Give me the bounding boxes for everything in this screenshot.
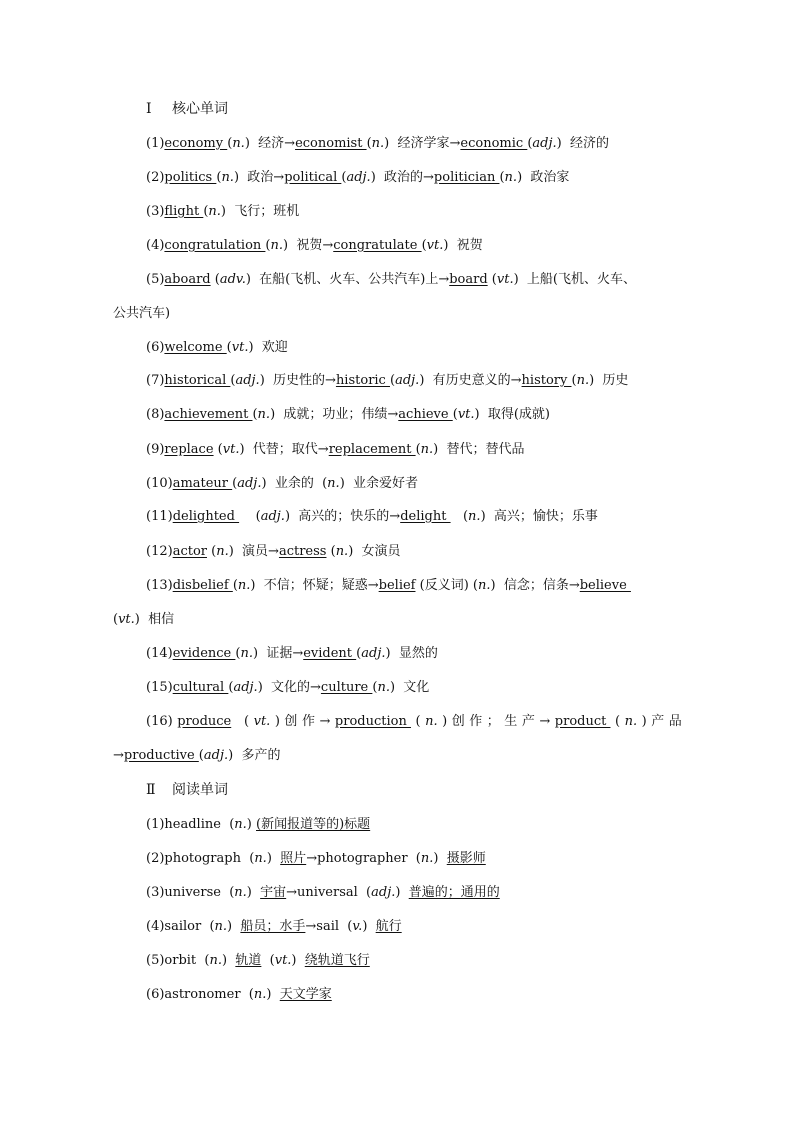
vocab-entry bbox=[146, 917, 682, 937]
vocab-entry bbox=[146, 168, 682, 188]
vocab-word: (新闻报道等的)标题 bbox=[256, 817, 371, 832]
section-title: 核心单词 bbox=[172, 101, 228, 117]
vocab-word: amateur bbox=[172, 476, 233, 491]
vocab-word: evident bbox=[303, 646, 357, 661]
entry-text: 创 bbox=[284, 714, 298, 729]
part-of-speech: n. bbox=[576, 373, 590, 388]
entry-text: ( bbox=[372, 680, 378, 695]
entry-text: 作 bbox=[469, 714, 483, 729]
entry-text: (10) bbox=[146, 476, 173, 491]
part-of-speech: n. bbox=[253, 987, 267, 1002]
entry-text: ( bbox=[487, 272, 497, 287]
vocab-word: 照片 bbox=[280, 851, 307, 866]
part-of-speech: vt. bbox=[231, 340, 249, 355]
vocab-word: achievement bbox=[164, 407, 253, 422]
part-of-speech: n. bbox=[468, 509, 481, 524]
vocab-word: welcome bbox=[164, 340, 227, 355]
entry-text: ( bbox=[366, 136, 372, 151]
vocab-entry bbox=[146, 644, 682, 664]
entry-text: (反义词) ( bbox=[415, 578, 478, 593]
vocab-word: 绕轨道飞行 bbox=[304, 953, 370, 968]
part-of-speech: adj. bbox=[203, 748, 229, 763]
entry-text: (2) bbox=[146, 170, 165, 185]
entry-text: ) 经济的 bbox=[556, 136, 609, 151]
entry-text: ) 历史性的→ bbox=[259, 373, 336, 388]
part-of-speech: vt. bbox=[426, 238, 444, 253]
vocab-word: political bbox=[284, 170, 342, 185]
entry-text: ) bbox=[291, 953, 305, 968]
entry-text: → bbox=[113, 748, 124, 763]
vocab-word: 船员；水手 bbox=[240, 919, 306, 934]
entry-text: ( bbox=[499, 170, 505, 185]
vocab-entry bbox=[146, 405, 682, 425]
part-of-speech: n. bbox=[420, 851, 434, 866]
entry-text: ) bbox=[274, 714, 280, 729]
vocab-entry bbox=[146, 371, 682, 391]
part-of-speech: n. bbox=[477, 578, 491, 593]
entry-text: (9) bbox=[146, 442, 165, 457]
entry-text: (3) bbox=[146, 204, 165, 219]
vocab-word: 轨道 bbox=[235, 953, 262, 968]
entry-text: (12) bbox=[146, 544, 173, 559]
part-of-speech: v. bbox=[352, 919, 363, 934]
entry-text: 作 bbox=[301, 714, 315, 729]
part-of-speech: n. bbox=[208, 204, 221, 219]
part-of-speech: adj. bbox=[371, 885, 396, 900]
vocab-entry bbox=[146, 576, 682, 596]
entry-text: ( bbox=[232, 578, 238, 593]
entry-text: ( bbox=[228, 680, 234, 695]
vocab-word: cultural bbox=[172, 680, 229, 695]
part-of-speech: n. bbox=[327, 476, 340, 491]
vocab-entry bbox=[146, 815, 682, 835]
entry-text: ) 飞行；班机 bbox=[220, 204, 300, 219]
vocab-word: congratulate bbox=[333, 238, 422, 253]
vocab-word: productive bbox=[123, 748, 199, 763]
entry-text: (1)headline ( bbox=[146, 817, 235, 832]
entry-text: ( bbox=[227, 136, 233, 151]
entry-text: ( bbox=[206, 544, 217, 559]
entry-text: ( bbox=[450, 509, 469, 524]
entry-text: ( bbox=[203, 204, 209, 219]
vocab-word: delight bbox=[400, 509, 451, 524]
vocab-word: product bbox=[554, 714, 611, 729]
vocab-word: disbelief bbox=[172, 578, 233, 593]
part-of-speech: n. bbox=[221, 170, 234, 185]
part-of-speech: n. bbox=[237, 578, 251, 593]
entry-text: ( bbox=[235, 646, 241, 661]
entry-text: 产 bbox=[651, 714, 665, 729]
entry-text: ) bbox=[246, 885, 261, 900]
entry-text: ) bbox=[246, 817, 257, 832]
part-of-speech: vt. bbox=[274, 953, 292, 968]
vocab-entry bbox=[146, 134, 682, 154]
part-of-speech: n. bbox=[420, 442, 434, 457]
vocab-word: congratulation bbox=[164, 238, 266, 253]
vocab-word: actress bbox=[278, 544, 327, 559]
entry-text: ( bbox=[415, 442, 421, 457]
vocab-entry bbox=[146, 507, 682, 527]
vocab-word: politician bbox=[433, 170, 500, 185]
part-of-speech: n. bbox=[270, 238, 284, 253]
entry-text: (6)astronomer ( bbox=[146, 987, 254, 1002]
vocab-word: produce bbox=[177, 714, 232, 729]
entry-text: ) 相信 bbox=[134, 612, 175, 627]
vocab-word: replace bbox=[164, 442, 214, 457]
entry-text: (4)sailor ( bbox=[146, 919, 215, 934]
entry-text: ) 成就；功业；伟绩→ bbox=[270, 407, 399, 422]
vocab-word: 普遍的；通用的 bbox=[408, 885, 500, 900]
entry-text: ) 女演员 bbox=[348, 544, 401, 559]
entry-text: ( bbox=[452, 407, 458, 422]
part-of-speech: n. bbox=[240, 646, 253, 661]
entry-text: (5)orbit ( bbox=[146, 953, 210, 968]
entry-text: → bbox=[319, 714, 331, 729]
entry-text: ) 文化 bbox=[389, 680, 430, 695]
entry-text: → bbox=[539, 714, 551, 729]
entry-text: ) bbox=[227, 919, 241, 934]
vocab-word: evidence bbox=[172, 646, 236, 661]
section-numeral: Ⅰ bbox=[146, 101, 152, 117]
section-heading bbox=[146, 780, 682, 800]
part-of-speech: vt. bbox=[253, 714, 271, 729]
entry-text: ( bbox=[226, 340, 232, 355]
entry-text: →sail ( bbox=[305, 919, 353, 934]
entry-text: ( bbox=[421, 238, 427, 253]
part-of-speech: n. bbox=[335, 544, 349, 559]
vocab-entry bbox=[146, 474, 682, 494]
part-of-speech: n. bbox=[232, 136, 245, 151]
entry-text: ( bbox=[232, 476, 238, 491]
part-of-speech: n. bbox=[234, 885, 247, 900]
entry-text: (14) bbox=[146, 646, 173, 661]
entry-text: ( bbox=[113, 612, 119, 627]
vocab-word: culture bbox=[320, 680, 373, 695]
entry-text: ( bbox=[341, 170, 347, 185]
entry-text: ) 上船(飞机、火车、 bbox=[513, 272, 636, 287]
entry-text: 生 bbox=[504, 714, 518, 729]
vocab-entry bbox=[146, 270, 682, 290]
entry-text: (8) bbox=[146, 407, 165, 422]
entry-text: ) 取得(成就) bbox=[474, 407, 550, 422]
part-of-speech: adj. bbox=[346, 170, 371, 185]
entry-text: ) bbox=[266, 851, 281, 866]
entry-text: (2)photograph ( bbox=[146, 851, 255, 866]
entry-text: ( bbox=[235, 714, 250, 729]
entry-text: (1) bbox=[146, 136, 165, 151]
entry-text: ) 政治的→ bbox=[370, 170, 434, 185]
entry-text: ( bbox=[527, 136, 533, 151]
entry-text: ( bbox=[261, 953, 275, 968]
part-of-speech: n. bbox=[371, 136, 385, 151]
entry-text: ( bbox=[615, 714, 621, 729]
part-of-speech: adj. bbox=[233, 680, 258, 695]
entry-text: ) 文化的→ bbox=[257, 680, 321, 695]
part-of-speech: n. bbox=[216, 544, 229, 559]
vocab-entry bbox=[146, 985, 682, 1005]
entry-text: ) 高兴的；快乐的→ bbox=[284, 509, 401, 524]
vocab-word: believe bbox=[579, 578, 631, 593]
entry-text: ) 多产的 bbox=[228, 748, 281, 763]
vocab-word: historic bbox=[335, 373, 390, 388]
vocab-entry bbox=[146, 202, 682, 222]
part-of-speech: adj. bbox=[361, 646, 386, 661]
entry-text: ) bbox=[222, 953, 236, 968]
entry-text: →photographer ( bbox=[306, 851, 421, 866]
vocab-word: production bbox=[334, 714, 411, 729]
part-of-speech: adj. bbox=[395, 373, 420, 388]
entry-text: 创 bbox=[451, 714, 465, 729]
vocab-entry bbox=[146, 951, 682, 971]
entry-text: (5) bbox=[146, 272, 165, 287]
entry-text: ) 代替；取代→ bbox=[239, 442, 329, 457]
vocab-entry bbox=[146, 236, 682, 256]
entry-text: ) 政治→ bbox=[233, 170, 285, 185]
entry-text: 产 bbox=[521, 714, 535, 729]
vocab-word: 宇宙 bbox=[260, 885, 287, 900]
part-of-speech: vt. bbox=[222, 442, 240, 457]
entry-text: →universal ( bbox=[286, 885, 372, 900]
entry-text: ( bbox=[230, 373, 236, 388]
vocab-word: achieve bbox=[398, 407, 453, 422]
entry-text: ) bbox=[641, 714, 647, 729]
entry-text: ( bbox=[210, 272, 220, 287]
entry-text: ) 在船(飞机、火车、公共汽车)上→ bbox=[245, 272, 450, 287]
part-of-speech: n. bbox=[234, 817, 247, 832]
part-of-speech: n. bbox=[504, 170, 518, 185]
vocab-word: economist bbox=[295, 136, 367, 151]
part-of-speech: adj. bbox=[532, 136, 557, 151]
part-of-speech: n. bbox=[425, 714, 438, 729]
entry-text: ) bbox=[266, 987, 280, 1002]
part-of-speech: vt. bbox=[118, 612, 135, 627]
part-of-speech: n. bbox=[214, 919, 228, 934]
entry-text: (13) bbox=[146, 578, 173, 593]
entry-text: (15) bbox=[146, 680, 173, 695]
vocab-entry bbox=[146, 440, 682, 460]
entry-text: ) 经济→ bbox=[244, 136, 296, 151]
part-of-speech: n. bbox=[257, 407, 271, 422]
entry-text: (16) bbox=[146, 714, 173, 729]
entry-text: ( bbox=[571, 373, 577, 388]
part-of-speech: n. bbox=[254, 851, 267, 866]
entry-text: ( bbox=[356, 646, 362, 661]
vocab-entry-continuation bbox=[113, 610, 682, 630]
entry-text: ； bbox=[486, 714, 500, 729]
entry-text: ) 祝贺→ bbox=[283, 238, 334, 253]
entry-text: ( bbox=[389, 373, 396, 388]
entry-text: ) 祝贺 bbox=[443, 238, 483, 253]
vocab-entry-continuation bbox=[113, 304, 682, 324]
vocab-word: actor bbox=[172, 544, 207, 559]
entry-text: ) 不信；怀疑；疑惑→ bbox=[250, 578, 379, 593]
part-of-speech: n. bbox=[209, 953, 223, 968]
vocab-word: replacement bbox=[328, 442, 416, 457]
entry-text: ( bbox=[198, 748, 204, 763]
part-of-speech: vt. bbox=[457, 407, 475, 422]
entry-text: ) bbox=[362, 919, 376, 934]
entry-text: (3)universe ( bbox=[146, 885, 235, 900]
entry-text: (11) bbox=[146, 509, 173, 524]
vocab-word: 摄影师 bbox=[446, 851, 486, 866]
entry-text: ( bbox=[265, 238, 271, 253]
vocab-word: economy bbox=[164, 136, 228, 151]
vocab-entry bbox=[146, 712, 682, 732]
vocab-word: aboard bbox=[164, 272, 211, 287]
entry-text: (7) bbox=[146, 373, 165, 388]
entry-text: ( bbox=[216, 170, 222, 185]
vocab-word: flight bbox=[164, 204, 204, 219]
vocab-word: 航行 bbox=[375, 919, 402, 934]
part-of-speech: n. bbox=[624, 714, 638, 729]
vocab-word: belief bbox=[378, 578, 416, 593]
entry-text: ) 高兴；愉快；乐事 bbox=[480, 509, 598, 524]
entry-text: ) 替代；替代品 bbox=[433, 442, 525, 457]
entry-text: (4) bbox=[146, 238, 165, 253]
vocab-word: board bbox=[449, 272, 488, 287]
vocab-entry bbox=[146, 678, 682, 698]
part-of-speech: adj. bbox=[237, 476, 262, 491]
entry-text: ) bbox=[433, 851, 447, 866]
entry-text: ) 演员→ bbox=[228, 544, 279, 559]
vocab-entry bbox=[146, 338, 682, 358]
entry-text: ( bbox=[239, 509, 261, 524]
vocab-word: politics bbox=[164, 170, 217, 185]
section-numeral: Ⅱ bbox=[146, 782, 156, 798]
entry-text: ( bbox=[213, 442, 223, 457]
part-of-speech: adv. bbox=[219, 272, 246, 287]
entry-text: ) 历史 bbox=[589, 373, 629, 388]
part-of-speech: vt. bbox=[496, 272, 514, 287]
vocab-entry bbox=[146, 542, 682, 562]
vocab-entry bbox=[146, 883, 682, 903]
vocab-entry-continuation bbox=[113, 746, 682, 766]
entry-text: ( bbox=[415, 714, 421, 729]
part-of-speech: n. bbox=[377, 680, 390, 695]
entry-text: ( bbox=[252, 407, 258, 422]
vocab-entry bbox=[146, 849, 682, 869]
entry-text: ) bbox=[442, 714, 448, 729]
entry-text: 公共汽车) bbox=[113, 306, 171, 321]
section-heading bbox=[146, 99, 682, 119]
entry-text: 品 bbox=[668, 714, 682, 729]
vocab-word: 天文学家 bbox=[279, 987, 332, 1002]
entry-text: ) 显然的 bbox=[385, 646, 438, 661]
vocab-word: economic bbox=[460, 136, 528, 151]
vocab-word: delighted bbox=[172, 509, 240, 524]
vocab-word: history bbox=[521, 373, 572, 388]
part-of-speech: adj. bbox=[235, 373, 260, 388]
entry-text: (6) bbox=[146, 340, 165, 355]
entry-text: ) bbox=[395, 885, 409, 900]
entry-text: ) 政治家 bbox=[517, 170, 570, 185]
entry-text: ) 有历史意义的→ bbox=[419, 373, 522, 388]
section-title: 阅读单词 bbox=[172, 782, 228, 798]
entry-text: ) 信念；信条→ bbox=[490, 578, 580, 593]
entry-text: ) 经济学家→ bbox=[384, 136, 461, 151]
entry-text: ) 业余的 ( bbox=[261, 476, 328, 491]
vocab-word: historical bbox=[164, 373, 231, 388]
entry-text: ) 业余爱好者 bbox=[339, 476, 419, 491]
entry-text: ( bbox=[326, 544, 336, 559]
entry-text: ) 证据→ bbox=[252, 646, 304, 661]
part-of-speech: adj. bbox=[260, 509, 285, 524]
entry-text: ) 欢迎 bbox=[248, 340, 288, 355]
